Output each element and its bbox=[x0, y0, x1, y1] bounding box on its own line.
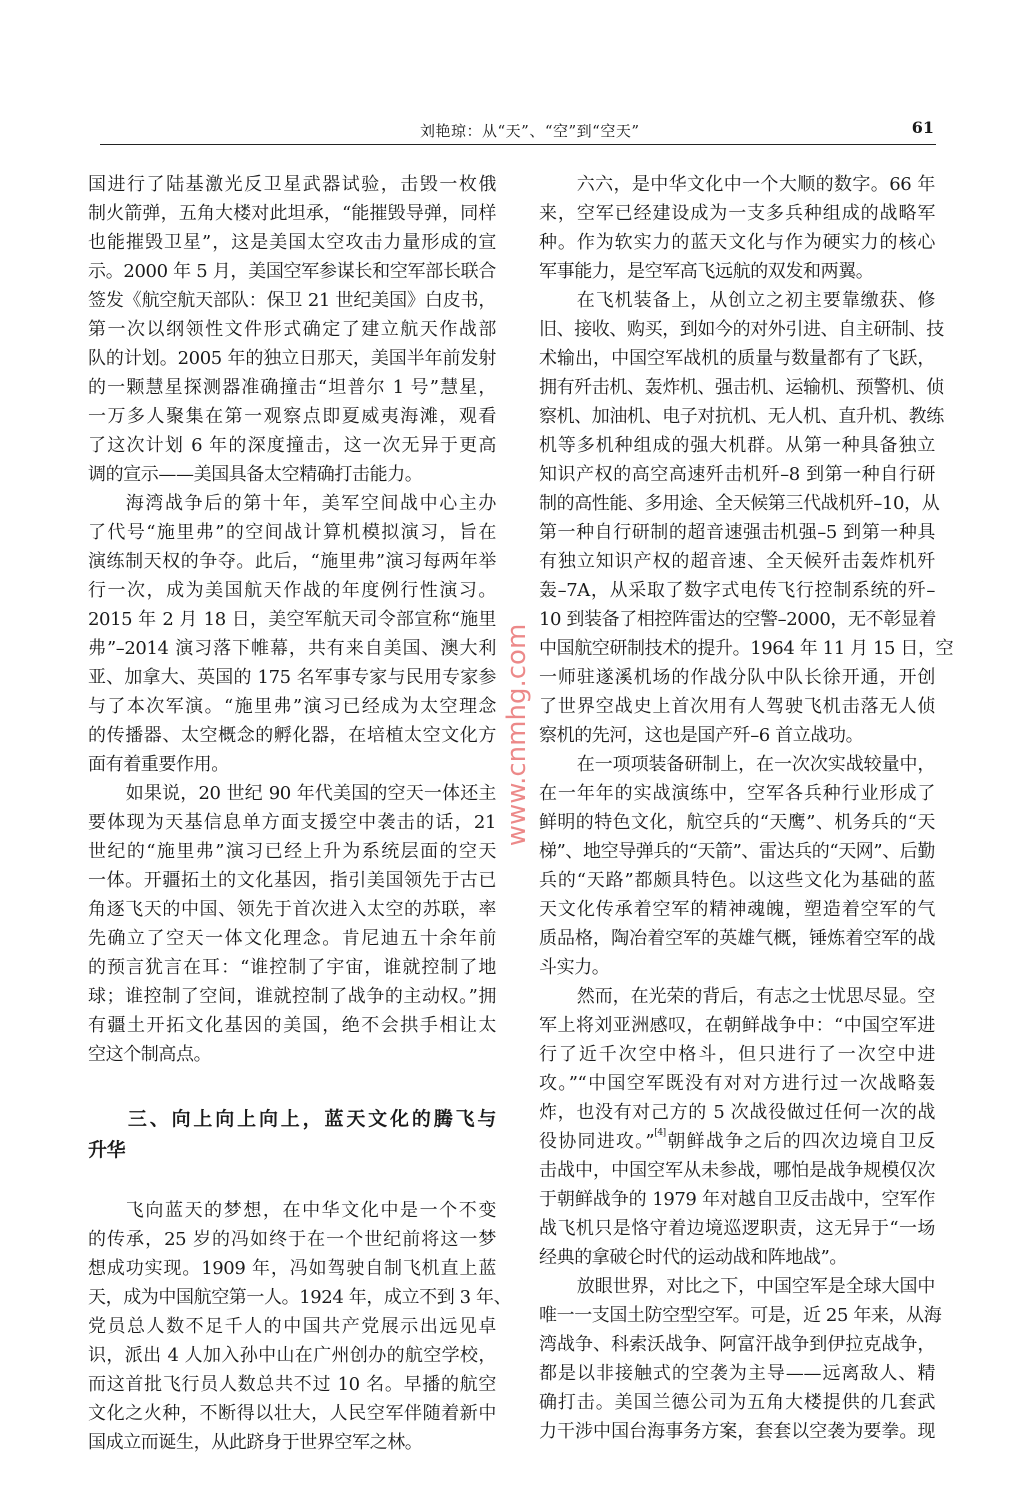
text-line: 球；谁控制了空间，谁就控制了战争的主动权。”拥 bbox=[88, 986, 496, 1007]
watermark: www.cnmhg.com bbox=[502, 623, 532, 847]
text-line: 斗实力。 bbox=[539, 957, 610, 978]
text-line: 飞向蓝天的梦想，在中华文化中是一个不变 bbox=[125, 1200, 496, 1221]
text-line: 攻。”“中国空军既没有对对方进行过一次战略轰 bbox=[539, 1073, 935, 1094]
text-line: 先确立了空天一体文化理念。肯尼迪五十余年前 bbox=[88, 928, 496, 949]
text-line: 湾战争、科索沃战争、阿富汗战争到伊拉克战争， bbox=[539, 1334, 935, 1355]
text-line: 来，空军已经建设成为一支多兵种组成的战略军 bbox=[539, 203, 935, 224]
paragraph bbox=[88, 489, 496, 779]
text-line: 确打击。美国兰德公司为五角大楼提供的几套武 bbox=[539, 1392, 935, 1413]
text-line: 知识产权的高空高速歼击机歼–8 到第一种自行研 bbox=[539, 464, 935, 485]
paragraph bbox=[539, 170, 935, 286]
text-line: 役协同进攻。”[4]朝鲜战争之后的四次边境自卫反 bbox=[539, 1128, 936, 1152]
text-line: 在飞机装备上，从创立之初主要靠缴获、修 bbox=[576, 290, 935, 311]
text-line: 世纪的“施里弗”演习已经上升为系统层面的空天 bbox=[88, 841, 496, 862]
text-line: 然而，在光荣的背后，有志之士忧思尽显。空 bbox=[576, 986, 935, 1007]
text-line: 想成功实现。1909 年，冯如驾驶自制飞机直上蓝 bbox=[88, 1258, 496, 1279]
running-header bbox=[100, 118, 936, 145]
text-line: 了代号“施里弗”的空间战计算机模拟演习，旨在 bbox=[88, 522, 496, 543]
text-line: 察机、加油机、电子对抗机、无人机、直升机、教练 bbox=[539, 406, 944, 427]
paragraph bbox=[88, 170, 496, 489]
text-line: 旧、接收、购买，到如今的对外引进、自主研制、技 bbox=[539, 319, 944, 340]
text-line: 党员总人数不足千人的中国共产党展示出远见卓 bbox=[88, 1316, 496, 1337]
text-line: 在一年年的实战演练中，空军各兵种行业形成了 bbox=[539, 783, 935, 804]
text-line: 于朝鲜战争的 1979 年对越自卫反击战中，空军作 bbox=[539, 1189, 935, 1210]
text-line: 力干涉中国台海事务方案，套套以空袭为要拳。现 bbox=[539, 1421, 935, 1442]
text-line: 术输出，中国空军战机的质量与数量都有了飞跃， bbox=[539, 348, 935, 369]
text-line: 空这个制高点。 bbox=[88, 1044, 212, 1065]
text-line: 梯”、地空导弹兵的“天箭”、雷达兵的“天网”、后勤 bbox=[539, 841, 936, 862]
text-line: 在一项项装备研制上，在一次次实战较量中， bbox=[576, 754, 935, 775]
text-line: 10 到装备了相控阵雷达的空警–2000，无不彰显着 bbox=[539, 609, 937, 630]
paragraph bbox=[88, 779, 496, 1069]
text-line: 国进行了陆基激光反卫星武器试验，击毁一枚俄 bbox=[88, 174, 496, 195]
text-line: 种。作为软实力的蓝天文化与作为硬实力的核心 bbox=[539, 232, 935, 253]
right-column bbox=[539, 170, 954, 1446]
text-line: 升华 bbox=[88, 1139, 126, 1161]
text-line: 天，成为中国航空第一人。1924 年，成立不到 3 年、 bbox=[88, 1287, 512, 1308]
text-line: 六六，是中华文化中一个大顺的数字。66 年 bbox=[576, 174, 935, 195]
running-title: 刘艳琼：从“天”、“空”到“空天” bbox=[420, 122, 640, 140]
text-line: 军上将刘亚洲感叹，在朝鲜战争中：“中国空军进 bbox=[539, 1015, 935, 1036]
text-line: 亚、加拿大、英国的 175 名军事专家与民用专家参 bbox=[88, 667, 496, 688]
text-line: 队的计划。2005 年的独立日那天，美国半年前发射 bbox=[88, 348, 496, 369]
text-line: 中国航空研制技术的提升。1964 年 11 月 15 日，空 bbox=[539, 638, 954, 659]
text-line: 炸，也没有对己方的 5 次战役做过任何一次的战 bbox=[539, 1102, 935, 1123]
text-line: 一万多人聚集在第一观察点即夏威夷海滩，观看 bbox=[88, 406, 496, 427]
text-line: 示。2000 年 5 月，美国空军参谋长和空军部长联合 bbox=[88, 261, 496, 282]
text-line: 制的高性能、多用途、全天候第三代战机歼–10，从 bbox=[539, 493, 940, 514]
paragraph bbox=[539, 286, 954, 750]
text-line: 弗”–2014 演习落下帷幕，共有来自美国、澳大利 bbox=[88, 638, 496, 659]
section-heading bbox=[88, 1104, 496, 1166]
text-line: 兵的“天路”都颇具特色。以这些文化为基础的蓝 bbox=[539, 870, 935, 891]
text-line: 都是以非接触式的空袭为主导——远离敌人、精 bbox=[539, 1363, 935, 1384]
paragraph bbox=[539, 982, 935, 1272]
paragraph bbox=[539, 1272, 942, 1446]
text-line: 一师驻遂溪机场的作战分队中队长徐开通，开创 bbox=[539, 667, 935, 688]
text-line: 鲜明的特色文化，航空兵的“天鹰”、机务兵的“天 bbox=[539, 812, 935, 833]
text-line: 国成立而诞生，从此跻身于世界空军之林。 bbox=[88, 1432, 423, 1453]
text-line: 三、向上向上向上，蓝天文化的腾飞与 bbox=[127, 1108, 496, 1130]
text-line: 文化之火种，不断得以壮大，人民空军伴随着新中 bbox=[88, 1403, 496, 1424]
text-line: 了这次计划 6 年的深度撞击，这一次无异于更高 bbox=[88, 435, 496, 456]
text-line: 也能摧毁卫星”，这是美国太空攻击力量形成的宣 bbox=[88, 232, 496, 253]
text-line: 要体现为天基信息单方面支援空中袭击的话，21 bbox=[88, 812, 496, 833]
text-line: 有疆土开拓文化基因的美国，绝不会拱手相让太 bbox=[88, 1015, 496, 1036]
text-line: 识，派出 4 人加入孙中山在广州创办的航空学校， bbox=[88, 1345, 496, 1366]
citation-mark: [4] bbox=[654, 1128, 666, 1138]
text-line: 经典的拿破仑时代的运动战和阵地战”。 bbox=[539, 1247, 848, 1268]
text-line: 角逐飞天的中国、领先于首次进入太空的苏联，率 bbox=[88, 899, 496, 920]
paragraph bbox=[88, 1196, 512, 1457]
text-line: 察机的先河，这也是国产歼–6 首立战功。 bbox=[539, 725, 864, 746]
text-line: 的一颗慧星探测器准确撞击“坦普尔 1 号”慧星， bbox=[88, 377, 496, 398]
text-line: 拥有歼击机、轰炸机、强击机、运输机、预警机、侦 bbox=[539, 377, 944, 398]
text-line: 签发《航空航天部队：保卫 21 世纪美国》白皮书， bbox=[88, 290, 496, 311]
text-line: 的预言犹言在耳：“谁控制了宇宙，谁就控制了地 bbox=[88, 957, 496, 978]
page-number: 61 bbox=[911, 118, 934, 137]
text-line: 的传播器、太空概念的孵化器，在培植太空文化方 bbox=[88, 725, 496, 746]
text-line: 击战中，中国空军从未参战，哪怕是战争规模仅次 bbox=[539, 1160, 935, 1181]
text-line: 军事能力，是空军高飞远航的双发和两翼。 bbox=[539, 261, 874, 282]
text-line: 如果说，20 世纪 90 年代美国的空天一体还主 bbox=[125, 783, 496, 804]
text-line: 行了近千次空中格斗，但只进行了一次空中进 bbox=[539, 1044, 935, 1065]
text-line: 了世界空战史上首次用有人驾驶飞机击落无人侦 bbox=[539, 696, 935, 717]
text-line: 面有着重要作用。 bbox=[88, 754, 229, 775]
text-line: 机等多机种组成的强大机群。从第一种具备独立 bbox=[539, 435, 935, 456]
text-line: 2015 年 2 月 18 日，美空军航天司令部宣称“施里 bbox=[88, 609, 496, 630]
text-line: 第一次以纲领性文件形式确定了建立航天作战部 bbox=[88, 319, 496, 340]
text-line: 调的宣示——美国具备太空精确打击能力。 bbox=[88, 464, 423, 485]
text-line: 的传承，25 岁的冯如终于在一个世纪前将这一梦 bbox=[88, 1229, 496, 1250]
paragraph bbox=[539, 750, 935, 982]
text-line: 行一次，成为美国航天作战的年度例行性演习。 bbox=[88, 580, 496, 601]
left-column bbox=[88, 170, 512, 1457]
text-line: 制火箭弹，五角大楼对此坦承，“能摧毁导弹，同样 bbox=[88, 203, 496, 224]
text-line: 有独立知识产权的超音速、全天候歼击轰炸机歼 bbox=[539, 551, 935, 572]
text-line: 第一种自行研制的超音速强击机强–5 到第一种具 bbox=[539, 522, 935, 543]
text-line: 战飞机只是恪守着边境巡逻职责，这无异于“一场 bbox=[539, 1218, 935, 1239]
text-line: 天文化传承着空军的精神魂魄，塑造着空军的气 bbox=[539, 899, 935, 920]
text-line: 放眼世界，对比之下，中国空军是全球大国中 bbox=[576, 1276, 935, 1297]
text-line: 演练制天权的争夺。此后，“施里弗”演习每两年举 bbox=[88, 551, 496, 572]
text-line: 一体。开疆拓土的文化基因，指引美国领先于古已 bbox=[88, 870, 496, 891]
text-line: 轰–7A，从采取了数字式电传飞行控制系统的歼– bbox=[539, 580, 935, 601]
text-line: 唯一一支国土防空型空军。可是，近 25 年来，从海 bbox=[539, 1305, 942, 1326]
text-line: 海湾战争后的第十年，美军空间战中心主办 bbox=[125, 493, 496, 514]
text-line: 质品格，陶冶着空军的英雄气概，锤炼着空军的战 bbox=[539, 928, 935, 949]
text-line: 与了本次军演。“施里弗”演习已经成为太空理念 bbox=[88, 696, 496, 717]
text-line: 而这首批飞行员人数总共不过 10 名。早播的航空 bbox=[88, 1374, 496, 1395]
